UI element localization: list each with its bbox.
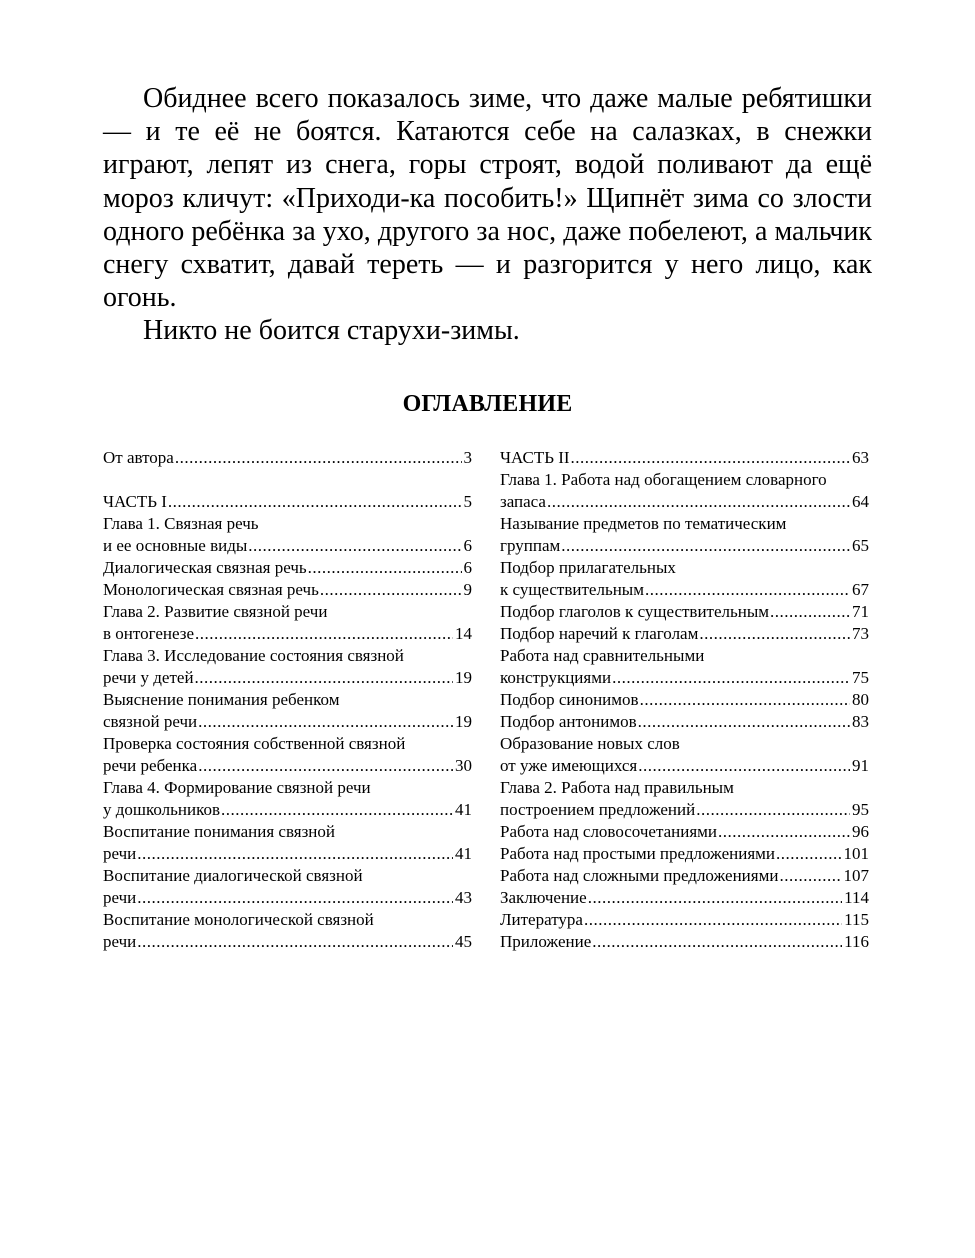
toc-entry-line xyxy=(500,689,869,711)
toc-page-number: 6 xyxy=(463,536,472,555)
toc-entry-line xyxy=(500,667,869,689)
toc-dot-leader xyxy=(770,601,850,623)
toc-entry-title: Глава 4. Формирование связной речи xyxy=(103,778,371,797)
toc-entry-line xyxy=(103,755,472,777)
toc-entry-title: Заключение xyxy=(500,888,587,907)
toc-entry-line xyxy=(103,887,472,909)
toc-dot-leader xyxy=(584,909,842,931)
toc-page-number: 83 xyxy=(852,712,869,731)
toc-entry-line xyxy=(103,623,472,645)
toc-entry xyxy=(500,865,869,887)
toc-page-number: 14 xyxy=(455,624,472,643)
toc-entry xyxy=(103,557,472,579)
toc-entry xyxy=(500,777,869,821)
toc-entry-title: ЧАСТЬ II xyxy=(500,448,570,467)
toc-entry-title: Глава 3. Исследование состояния связной xyxy=(103,646,404,665)
toc-dot-leader xyxy=(198,755,453,777)
toc-entry-title: группам xyxy=(500,536,561,555)
toc-dot-leader xyxy=(612,667,850,689)
toc-entry-title: Подбор наречий к глаголам xyxy=(500,624,699,643)
toc-entry xyxy=(500,931,869,953)
toc-entry-title: Воспитание монологической связной xyxy=(103,910,374,929)
toc-page-number: 107 xyxy=(843,866,869,885)
toc-entry-title: Монологическая связная речь xyxy=(103,580,319,599)
toc-entry-title: Подбор антонимов xyxy=(500,712,637,731)
toc-page-number: 115 xyxy=(844,910,869,929)
toc-entry-title: конструкциями xyxy=(500,668,612,687)
toc-entry xyxy=(103,579,472,601)
toc-entry-title: и ее основные виды xyxy=(103,536,248,555)
toc-entry xyxy=(500,557,869,601)
toc-page-number: 19 xyxy=(455,668,472,687)
toc-dot-leader xyxy=(137,931,453,953)
toc-entry xyxy=(103,645,472,689)
toc-page-number: 6 xyxy=(463,558,472,577)
toc-dot-leader xyxy=(561,535,850,557)
toc-dot-leader xyxy=(638,711,850,733)
toc-page-number: 19 xyxy=(455,712,472,731)
toc-column-right xyxy=(500,447,869,953)
toc-entry xyxy=(500,843,869,865)
toc-entry xyxy=(500,513,869,557)
toc-entry-line xyxy=(103,557,472,579)
toc-dot-leader xyxy=(195,623,453,645)
toc-page-number: 114 xyxy=(844,888,869,907)
toc-entry-title: Подбор прилагательных xyxy=(500,558,676,577)
toc-entry-line xyxy=(500,535,869,557)
toc-entry xyxy=(500,623,869,645)
toc-entry-title: Образование новых слов xyxy=(500,734,680,753)
toc-dot-leader xyxy=(640,689,850,711)
toc-page-number: 91 xyxy=(852,756,869,775)
toc-entry-title: Работа над сложными предложениями xyxy=(500,866,779,885)
toc-entry-line xyxy=(103,667,472,689)
toc-page-number: 116 xyxy=(844,932,869,951)
toc-dot-leader xyxy=(547,491,850,513)
toc-entry-line xyxy=(500,447,869,469)
toc-dot-leader xyxy=(699,623,850,645)
toc-page-number: 101 xyxy=(843,844,869,863)
toc-entry xyxy=(500,909,869,931)
toc-page-number: 96 xyxy=(852,822,869,841)
toc-entry-line xyxy=(103,711,472,733)
toc-page-number: 30 xyxy=(455,756,472,775)
toc-entry-title: построением предложений xyxy=(500,800,696,819)
toc-entry xyxy=(103,491,472,513)
toc-entry-title: ЧАСТЬ I xyxy=(103,492,167,511)
toc-entry-title: Глава 1. Связная речь xyxy=(103,514,259,533)
toc-dot-leader xyxy=(592,931,842,953)
toc-entry xyxy=(103,733,472,777)
toc-page-number: 75 xyxy=(852,668,869,687)
toc-entry-title: Воспитание диалогической связной xyxy=(103,866,363,885)
toc-entry xyxy=(103,821,472,865)
toc-dot-leader xyxy=(195,667,453,689)
toc-entry-title: Литература xyxy=(500,910,583,929)
toc-dot-leader xyxy=(588,887,842,909)
toc-entry-title: Приложение xyxy=(500,932,592,951)
toc-dot-leader xyxy=(175,447,462,469)
toc-entry xyxy=(500,689,869,711)
toc-dot-leader xyxy=(776,843,842,865)
toc-column-left xyxy=(103,447,472,953)
toc-dot-leader xyxy=(137,843,453,865)
toc-dot-leader xyxy=(221,799,453,821)
toc-page-number: 65 xyxy=(852,536,869,555)
toc-dot-leader xyxy=(718,821,850,843)
toc-dot-leader xyxy=(638,755,850,777)
toc-entry-line xyxy=(500,843,869,865)
toc-page-number: 9 xyxy=(463,580,472,599)
toc-entry-line xyxy=(500,711,869,733)
toc-page-number: 64 xyxy=(852,492,869,511)
toc-entry xyxy=(103,601,472,645)
toc-page-number: 80 xyxy=(852,690,869,709)
toc-entry-title: Проверка состояния собственной связной xyxy=(103,734,406,753)
toc-entry-title: Работа над сравнительными xyxy=(500,646,705,665)
toc-entry-title: Подбор синонимов xyxy=(500,690,639,709)
toc-entry-title: От автора xyxy=(103,448,174,467)
toc-dot-leader xyxy=(168,491,462,513)
toc-entry-line xyxy=(500,909,869,931)
toc-entry-line xyxy=(500,623,869,645)
toc-entry xyxy=(103,865,472,909)
toc-dot-leader xyxy=(571,447,850,469)
toc-entry xyxy=(103,513,472,557)
toc-entry xyxy=(103,777,472,821)
toc-dot-leader xyxy=(696,799,850,821)
story-paragraph: Обиднее всего показалось зиме, что даже малые ребятишки — и те её не боятся. Катаются себе на салазках, в снежки играют, лепят из снега, горы строят, водой поливают да ещё мороз кличут: «Приходи-ка пособить!» Щипнёт зима со злости одного ребёнка за ухо, другого за нос, даже побелеют, а мальчик снегу схватит, давай тереть — и разгорится у него лицо, как огонь. xyxy=(103,83,872,314)
toc-page-number: 43 xyxy=(455,888,472,907)
toc-entry xyxy=(500,887,869,909)
toc-entry-title: Глава 2. Работа над правильным xyxy=(500,778,734,797)
toc-entry-title: Выяснение понимания ребенком xyxy=(103,690,340,709)
toc-entry-title: Подбор глаголов к существительным xyxy=(500,602,770,621)
toc-page-number: 63 xyxy=(852,448,869,467)
toc-entry-line xyxy=(500,601,869,623)
toc-dot-leader xyxy=(308,557,462,579)
toc-entry-line xyxy=(103,843,472,865)
toc-entry xyxy=(103,689,472,733)
toc-entry-line xyxy=(500,799,869,821)
toc-entry-line xyxy=(500,865,869,887)
toc-entry xyxy=(500,601,869,623)
toc-page-number: 41 xyxy=(455,844,472,863)
toc-entry-title: связной речи xyxy=(103,712,198,731)
toc-page-number: 41 xyxy=(455,800,472,819)
toc-entry-line xyxy=(500,821,869,843)
toc-entry xyxy=(500,645,869,689)
toc-page-number: 95 xyxy=(852,800,869,819)
toc-entry-title: речи xyxy=(103,932,137,951)
toc-entry-title: Диалогическая связная речь xyxy=(103,558,307,577)
toc-entry xyxy=(500,733,869,777)
toc-entry-title: Работа над словосочетаниями xyxy=(500,822,718,841)
toc-page-number: 67 xyxy=(852,580,869,599)
toc-entry xyxy=(103,909,472,953)
toc-entry-title: Воспитание понимания связной xyxy=(103,822,335,841)
toc-entry-line xyxy=(103,931,472,953)
toc-entry xyxy=(500,821,869,843)
toc-entry-line xyxy=(500,491,869,513)
toc-entry-line xyxy=(103,535,472,557)
toc-dot-leader xyxy=(137,887,453,909)
toc-entry-title: к существительным xyxy=(500,580,644,599)
toc-entry-title: Работа над простыми предложениями xyxy=(500,844,775,863)
toc-entry-line xyxy=(103,447,472,469)
toc-dot-leader xyxy=(248,535,461,557)
toc-entry-title: в онтогенезе xyxy=(103,624,194,643)
toc-entry-line xyxy=(103,799,472,821)
toc-entry-title: речи xyxy=(103,844,137,863)
toc-entry xyxy=(500,469,869,513)
toc-entry-title: речи xyxy=(103,888,137,907)
toc-dot-leader xyxy=(779,865,841,887)
story-paragraph: Никто не боится старухи-зимы. xyxy=(143,315,520,347)
toc-page-number: 73 xyxy=(852,624,869,643)
toc-entry-line xyxy=(500,755,869,777)
toc-dot-leader xyxy=(645,579,850,601)
toc-entry-line xyxy=(103,579,472,601)
toc-entry-line xyxy=(500,887,869,909)
toc-entry-title: Глава 2. Развитие связной речи xyxy=(103,602,328,621)
toc-entry-title: у дошкольников xyxy=(103,800,221,819)
toc-entry xyxy=(103,447,472,469)
toc-dot-leader xyxy=(320,579,462,601)
toc-entry xyxy=(500,711,869,733)
toc-entry-line xyxy=(500,931,869,953)
story-text xyxy=(103,82,872,348)
toc-entry-title: речи ребенка xyxy=(103,756,198,775)
toc-dot-leader xyxy=(198,711,453,733)
toc-page-number: 71 xyxy=(852,602,869,621)
toc-entry-title: от уже имеющихся xyxy=(500,756,638,775)
toc-entry-title: речи у детей xyxy=(103,668,194,687)
toc-entry xyxy=(500,447,869,469)
toc-page-number: 3 xyxy=(463,448,472,467)
toc-page-number: 5 xyxy=(463,492,472,511)
toc-title: ОГЛАВЛЕНИЕ xyxy=(402,391,573,417)
toc-entry-line xyxy=(500,579,869,601)
toc-entry-title: Называние предметов по тематическим xyxy=(500,514,787,533)
toc-entry-title: Глава 1. Работа над обогащением словарного xyxy=(500,470,827,489)
toc-entry-title: запаса xyxy=(500,492,546,511)
toc-entry-line xyxy=(103,491,472,513)
toc-page-number: 45 xyxy=(455,932,472,951)
